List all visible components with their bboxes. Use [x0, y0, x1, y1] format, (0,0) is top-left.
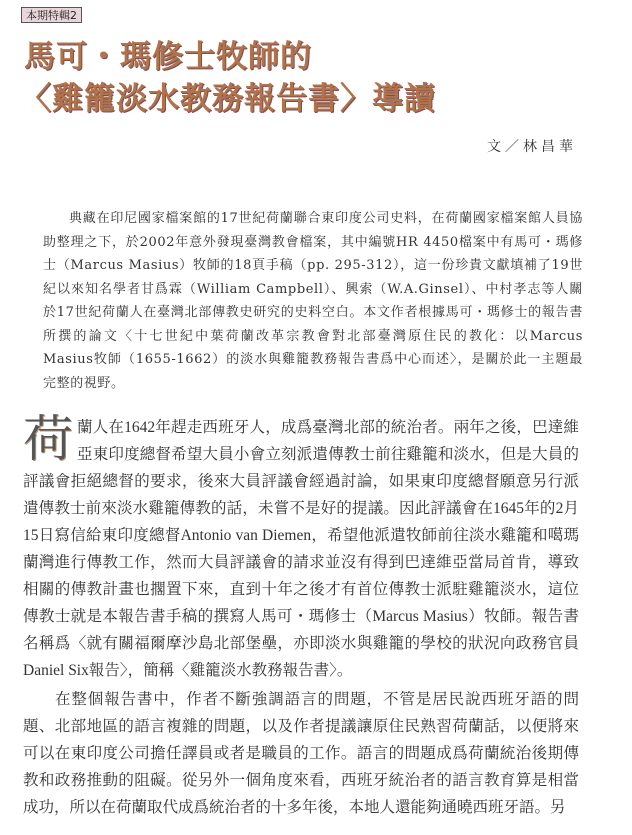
author-byline: 文／林昌華	[487, 139, 577, 155]
body-paragraph-2: 在整個報告書中，作者不斷強調語言的問題，不管是居民說西班牙語的問題、北部地區的語言複雜的問題，以及作者提議讓原住民熟習荷蘭話，以便將來可以在東印度公司擔任譯員或者是職員的工作。語言的問題成爲荷蘭統治後期傳教和政務推動的阻礙。從另外一個角度來看，西班牙統治者的語言教育算是相當成功，所以在荷蘭取代成爲統治者的十多年後，本地人還能夠通曉西班牙語。另	[23, 691, 579, 816]
body-paragraph-1-text: 蘭人在1642年趕走西班牙人，成爲臺灣北部的統治者。兩年之後，巴達維亞東印度總督希望大員小會立刻派遣傳教士前往雞籠和淡水，但是大員的評議會拒絕總督的要求，後來大員評議會經過討論，如果東印度總督願意另行派遣傳教士前來淡水雞籠傳教的話，未嘗不是好的提議。因此評議會在1645年的2月15日寫信給東印度總督Antonio van Diemen，希望他派遣牧師前往淡水雞籠和噶瑪蘭灣進行傳教工作，然而大員評議會的請求並沒有得到巴達維亞當局首肯，導致相關的傳教計畫也擱置下來，直到十年之後才有首位傳教士派駐雞籠淡水，這位傳教士就是本報告書手稿的撰寫人馬可・瑪修士（Marcus Masius）牧師。報告書名稱爲〈就有關福爾摩沙島北部堡壘，亦即淡水與雞籠的學校的狀況向政務官員Daniel Six報告〉，簡稱〈雞籠淡水教務報告書〉。	[23, 419, 579, 679]
drop-cap: 荷	[23, 410, 73, 468]
article-body	[23, 410, 579, 821]
article-title	[20, 36, 436, 120]
title-line-2: 〈雞籠淡水教務報告書〉導讀	[20, 81, 436, 117]
section-tag: 本期特輯2	[21, 7, 82, 23]
body-paragraph-1	[23, 410, 579, 684]
abstract-paragraph: 典藏在印尼國家檔案館的17世紀荷蘭聯合東印度公司史料，在荷蘭國家檔案館人員協助整理之下，於2002年意外發現臺灣教會檔案，其中編號HR 4450檔案中有馬可・瑪修士（Marcus Masius）牧師的18頁手稿（pp. 295-312），這一份珍貴文獻填補了19世紀以來知名學者甘爲霖（William Campbell）、興索（W.A.Ginsel）、中村孝志等人關於17世紀荷蘭人在臺灣北部傳教史研究的史料空白。本文作者根據馬可・瑪修士的報告書所撰的論文〈十七世紀中葉荷蘭改革宗教會對北部臺灣原住民的教化：以Marcus Masius牧師（1655-1662）的淡水與雞籠教務報告書爲中心而述〉，是關於此一主題最完整的視野。	[43, 211, 583, 391]
title-line-1: 馬可・瑪修士牧師的	[24, 39, 312, 75]
